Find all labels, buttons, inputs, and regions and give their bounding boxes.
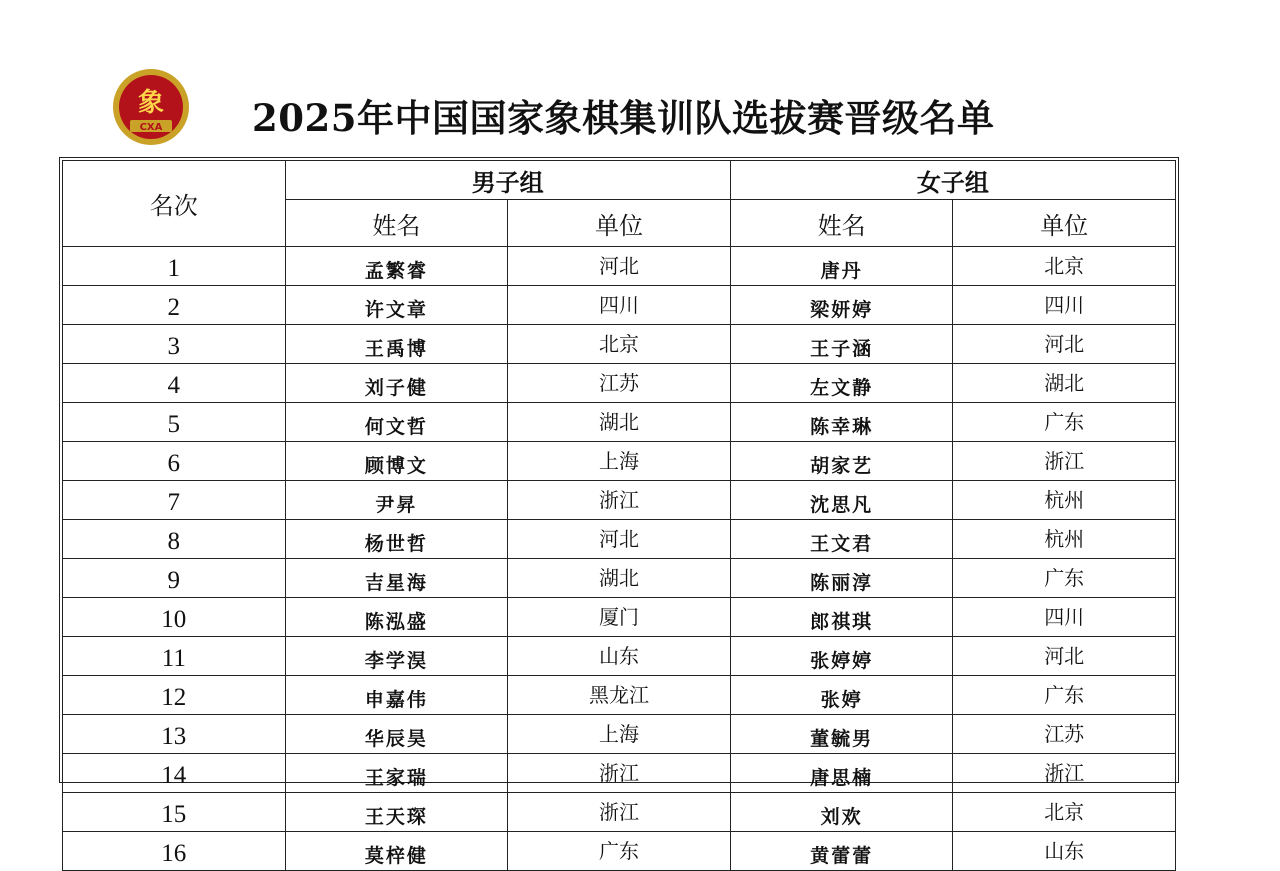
- male-name-cell: 孟繁睿: [285, 247, 508, 286]
- female-name-cell: 黄蕾蕾: [730, 832, 953, 871]
- female-group-header: 女子组: [730, 161, 1175, 200]
- male-name-cell: 刘子健: [285, 364, 508, 403]
- male-unit-header: 单位: [508, 200, 731, 247]
- male-unit-cell: 江苏: [508, 364, 731, 403]
- male-unit-cell: 黑龙江: [508, 676, 731, 715]
- rank-cell: 3: [63, 325, 286, 364]
- male-group-header: 男子组: [285, 161, 730, 200]
- rank-cell: 11: [63, 637, 286, 676]
- male-name-cell: 许文章: [285, 286, 508, 325]
- male-name-cell: 陈泓盛: [285, 598, 508, 637]
- male-name-cell: 杨世哲: [285, 520, 508, 559]
- male-unit-cell: 河北: [508, 247, 731, 286]
- rank-cell: 1: [63, 247, 286, 286]
- header-row-groups: [63, 161, 1176, 200]
- female-unit-cell: 四川: [953, 598, 1176, 637]
- table-row: [63, 832, 1176, 871]
- rank-cell: 12: [63, 676, 286, 715]
- male-unit-cell: 厦门: [508, 598, 731, 637]
- female-name-cell: 唐思楠: [730, 754, 953, 793]
- male-unit-cell: 浙江: [508, 793, 731, 832]
- male-unit-cell: 河北: [508, 520, 731, 559]
- female-unit-cell: 北京: [953, 793, 1176, 832]
- female-name-cell: 唐丹: [730, 247, 953, 286]
- table-row: [63, 598, 1176, 637]
- female-name-cell: 陈丽淳: [730, 559, 953, 598]
- male-unit-cell: 浙江: [508, 481, 731, 520]
- logo-text: CXA: [139, 122, 163, 133]
- rank-cell: 5: [63, 403, 286, 442]
- table-row: [63, 559, 1176, 598]
- female-unit-header: 单位: [953, 200, 1176, 247]
- male-unit-cell: 广东: [508, 832, 731, 871]
- rank-cell: 4: [63, 364, 286, 403]
- female-unit-cell: 湖北: [953, 364, 1176, 403]
- rank-cell: 16: [63, 832, 286, 871]
- male-unit-cell: 湖北: [508, 403, 731, 442]
- female-name-cell: 董毓男: [730, 715, 953, 754]
- table-row: [63, 754, 1176, 793]
- rank-cell: 14: [63, 754, 286, 793]
- male-name-cell: 吉星海: [285, 559, 508, 598]
- female-name-cell: 郎祺琪: [730, 598, 953, 637]
- table-row: [63, 403, 1176, 442]
- female-unit-cell: 广东: [953, 559, 1176, 598]
- female-unit-cell: 浙江: [953, 754, 1176, 793]
- rank-header: 名次: [63, 161, 286, 247]
- male-name-cell: 尹昇: [285, 481, 508, 520]
- female-unit-cell: 广东: [953, 676, 1176, 715]
- female-unit-cell: 北京: [953, 247, 1176, 286]
- female-unit-cell: 四川: [953, 286, 1176, 325]
- female-name-cell: 梁妍婷: [730, 286, 953, 325]
- table-body: [63, 247, 1176, 871]
- male-unit-cell: 北京: [508, 325, 731, 364]
- table-row: [63, 676, 1176, 715]
- female-unit-cell: 河北: [953, 325, 1176, 364]
- male-name-cell: 王禹博: [285, 325, 508, 364]
- table-row: [63, 481, 1176, 520]
- female-name-cell: 陈幸琳: [730, 403, 953, 442]
- female-name-cell: 沈思凡: [730, 481, 953, 520]
- rank-cell: 7: [63, 481, 286, 520]
- female-name-cell: 王文君: [730, 520, 953, 559]
- table-row: [63, 325, 1176, 364]
- table-row: [63, 715, 1176, 754]
- female-name-cell: 张婷婷: [730, 637, 953, 676]
- table-row: [63, 247, 1176, 286]
- male-name-header: 姓名: [285, 200, 508, 247]
- table-row: [63, 442, 1176, 481]
- female-name-cell: 胡家艺: [730, 442, 953, 481]
- results-table: [62, 160, 1176, 871]
- rank-cell: 15: [63, 793, 286, 832]
- cxa-logo: [112, 68, 190, 146]
- results-table-frame: [59, 157, 1179, 867]
- male-unit-cell: 上海: [508, 442, 731, 481]
- rank-cell: 8: [63, 520, 286, 559]
- male-name-cell: 何文哲: [285, 403, 508, 442]
- female-name-cell: 刘欢: [730, 793, 953, 832]
- rank-cell: 13: [63, 715, 286, 754]
- rank-cell: 9: [63, 559, 286, 598]
- male-name-cell: 申嘉伟: [285, 676, 508, 715]
- male-unit-cell: 山东: [508, 637, 731, 676]
- page-title: 2025年中国国家象棋集训队选拔赛晋级名单: [252, 96, 995, 140]
- male-name-cell: 李学淏: [285, 637, 508, 676]
- male-name-cell: 王家瑞: [285, 754, 508, 793]
- rank-cell: 2: [63, 286, 286, 325]
- male-name-cell: 王天琛: [285, 793, 508, 832]
- female-unit-cell: 山东: [953, 832, 1176, 871]
- rank-cell: 6: [63, 442, 286, 481]
- table-row: [63, 520, 1176, 559]
- table-row: [63, 364, 1176, 403]
- male-unit-cell: 湖北: [508, 559, 731, 598]
- table-row: [63, 793, 1176, 832]
- male-name-cell: 莫梓健: [285, 832, 508, 871]
- male-unit-cell: 上海: [508, 715, 731, 754]
- female-name-header: 姓名: [730, 200, 953, 247]
- female-name-cell: 张婷: [730, 676, 953, 715]
- table-row: [63, 637, 1176, 676]
- rank-cell: 10: [63, 598, 286, 637]
- female-unit-cell: 河北: [953, 637, 1176, 676]
- female-unit-cell: 杭州: [953, 520, 1176, 559]
- table-header: [63, 161, 1176, 247]
- cxa-logo-emblem: [112, 68, 190, 146]
- table-row: [63, 286, 1176, 325]
- male-name-cell: 华辰昊: [285, 715, 508, 754]
- male-name-cell: 顾博文: [285, 442, 508, 481]
- logo-glyph: 象: [137, 88, 165, 118]
- female-name-cell: 左文静: [730, 364, 953, 403]
- female-name-cell: 王子涵: [730, 325, 953, 364]
- male-unit-cell: 四川: [508, 286, 731, 325]
- female-unit-cell: 杭州: [953, 481, 1176, 520]
- female-unit-cell: 广东: [953, 403, 1176, 442]
- male-unit-cell: 浙江: [508, 754, 731, 793]
- female-unit-cell: 江苏: [953, 715, 1176, 754]
- female-unit-cell: 浙江: [953, 442, 1176, 481]
